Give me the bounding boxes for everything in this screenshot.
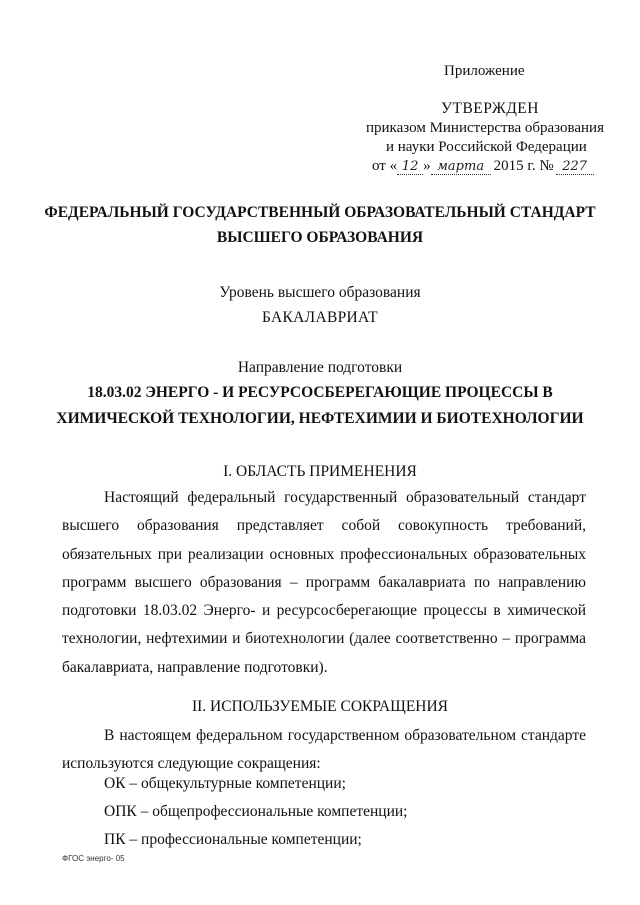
education-level-label: Уровень высшего образования (219, 284, 421, 301)
standard-title-line-1: ФЕДЕРАЛЬНЫЙ ГОСУДАРСТВЕННЫЙ ОБРАЗОВАТЕЛЬНЫЙ СТАНДАРТ (44, 204, 596, 221)
order-from: от « (372, 158, 398, 174)
order-line-1: приказом Министерства образования (366, 120, 604, 136)
direction-title-line-1: 18.03.02 ЭНЕРГО - И РЕСУРСОСБЕРЕГАЮЩИЕ ПРОЦЕССЫ В (87, 384, 553, 401)
education-level-value: БАКАЛАВРИАТ (262, 309, 378, 326)
section-1-text: Настоящий федеральный государственный образовательный стандарт высшего образования представляет собой совокупность требований, обязательных при реализации основных профессиональных образовательных программ высшего образования – программ бакалавриата по направлению подготовки 18.03.02 Энерго- и ресурсосберегающие процессы в химической технологии, нефтехимии и биотехнологии (далее соответственно – программа бакалавриата, направление подготовки). (62, 489, 586, 676)
abbreviation-item-ok: ОК – общекультурные компетенции; (104, 775, 346, 792)
section-2-intro-paragraph (62, 722, 586, 779)
order-date-line (372, 158, 594, 175)
direction-title-line-2: ХИМИЧЕСКОЙ ТЕХНОЛОГИИ, НЕФТЕХИМИИ И БИОТЕХНОЛОГИИ (56, 410, 584, 427)
section-1-heading: I. ОБЛАСТЬ ПРИМЕНЕНИЯ (223, 463, 417, 480)
section-1-paragraph (62, 484, 586, 682)
order-quote-close: » (423, 158, 431, 174)
order-day-handwritten: 12 (397, 159, 423, 175)
order-line-2: и науки Российской Федерации (386, 139, 587, 155)
order-year: 2015 г. № (493, 158, 554, 174)
abbreviation-item-pk: ПК – профессиональные компетенции; (104, 831, 362, 848)
abbreviation-item-opk: ОПК – общепрофессиональные компетенции; (104, 803, 408, 820)
standard-title-line-2: ВЫСШЕГО ОБРАЗОВАНИЯ (216, 229, 424, 246)
footer-mark: ФГОС энерго- 05 (62, 854, 125, 863)
order-month-handwritten: марта (431, 159, 491, 175)
section-2-heading: II. ИСПОЛЬЗУЕМЫЕ СОКРАЩЕНИЯ (191, 698, 449, 715)
appendix-label: Приложение (444, 63, 525, 79)
section-2-intro: В настоящем федеральном государственном образовательном стандарте используются следующие сокращения: (62, 727, 586, 773)
approved-label: УТВЕРЖДЕН (441, 100, 539, 117)
order-number-handwritten: 227 (556, 159, 594, 175)
direction-label: Направление подготовки (237, 359, 403, 376)
